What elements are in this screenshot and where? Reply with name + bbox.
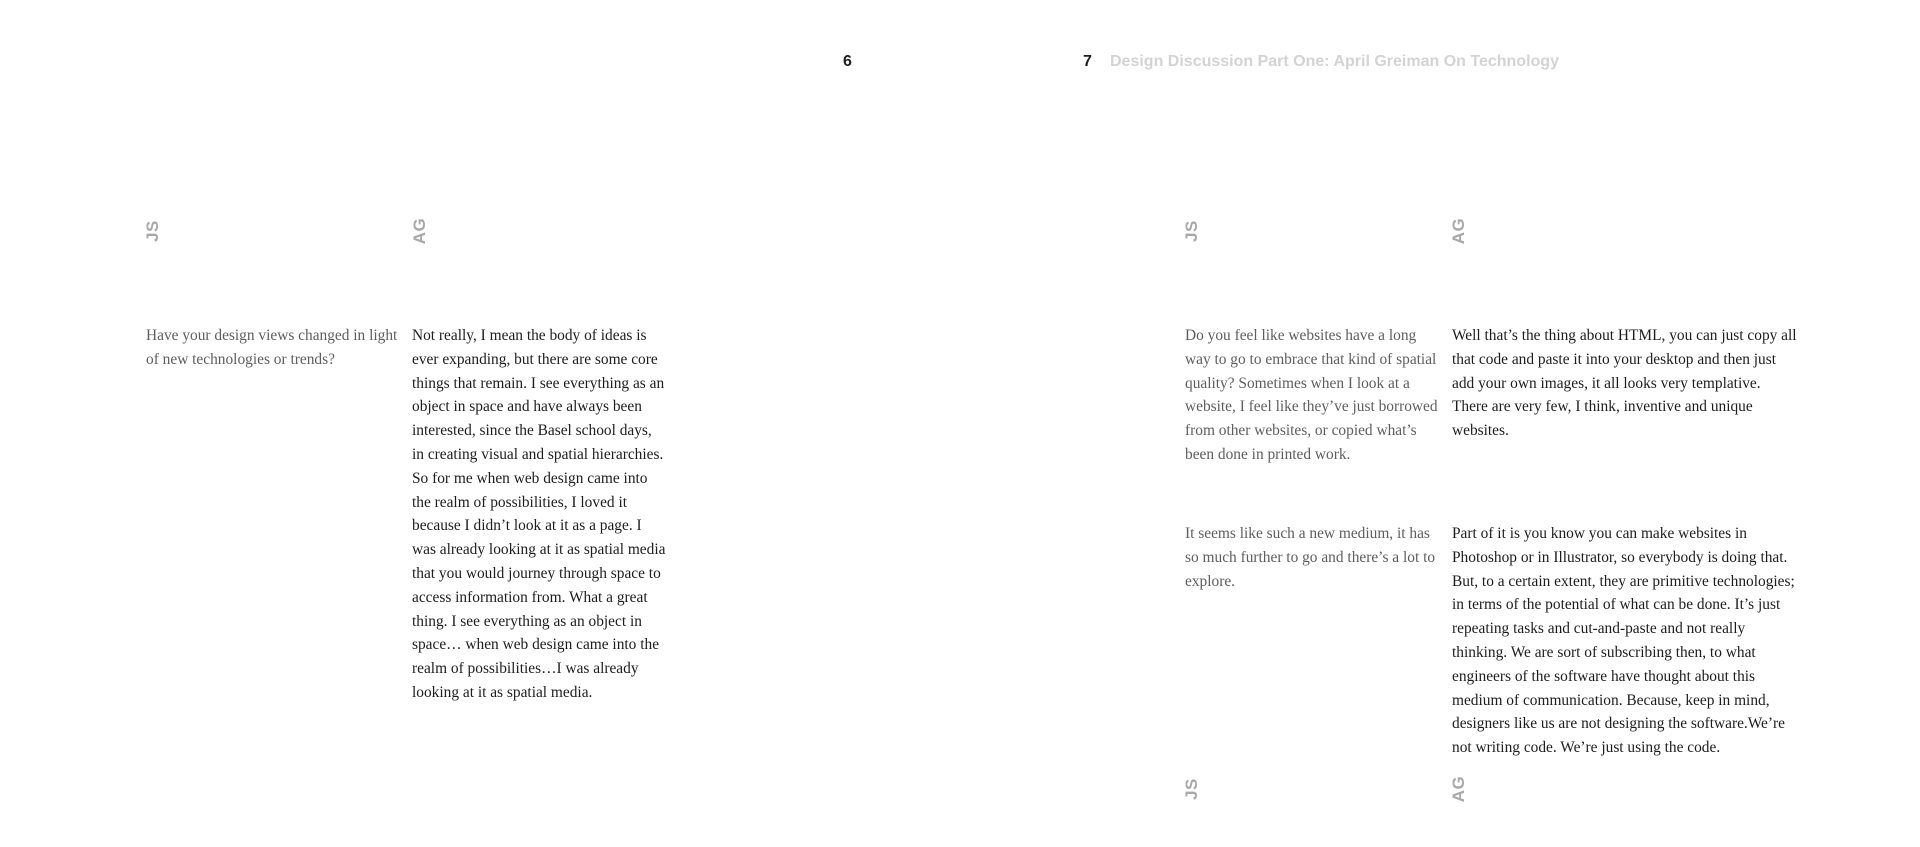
speaker-label-ag: AG — [1449, 217, 1468, 245]
speaker-label-js: JS — [1182, 778, 1201, 800]
speaker-label-js: JS — [143, 220, 162, 242]
answer-text: Not really, I mean the body of ideas is ever expanding, but there are some core things that remain. I see everything as an object in space and have always been interested, since the Basel school days, in creating visual and spatial hierarchies. So for me when web design came into the realm of possibilities, I loved it because I didn’t look at it as a page. I was already looking at it as spatial media that you would journey through space to access information from. What a great thing. I see everything as an object in space… when web design came into the realm of possibilities…I was already looking at it as spatial media. — [412, 327, 666, 701]
answer-text: Part of it is you know you can make websites in Photoshop or in Illustrator, so everybody is doing that. But, to a certain extent, they are primitive technologies; in terms of the potential of what can be done. It’s just repeating tasks and cut-and-paste and not really thinking. We are sort of subscribing then, to what engineers of the software have thought about this medium of communication. Because, keep in mind, designers like us are not designing the software.We’re not writing code. We’re just using the code. — [1452, 525, 1795, 757]
page-number-right: 7 — [1083, 53, 1092, 70]
page-number-left: 6 — [843, 53, 852, 70]
answer-text: Well that’s the thing about HTML, you can just copy all that code and paste it into your desktop and then just add your own images, it all looks very templative. There are very few, I think, inventive and unique websites. — [1452, 327, 1797, 440]
speaker-label-js: JS — [1182, 220, 1201, 242]
speaker-label-ag: AG — [1449, 775, 1468, 803]
question-text: Do you feel like websites have a long way to go to embrace that kind of spatial quality? Sometimes when I look at a website, I feel like they’ve just borrowed from other websites, or copied what’s been done in printed work. — [1185, 327, 1438, 463]
question-text: It seems like such a new medium, it has so much further to go and there’s a lot to explore. — [1185, 525, 1436, 590]
speaker-label-ag: AG — [410, 217, 429, 245]
running-head: Design Discussion Part One: April Greiman On Technology — [1110, 53, 1559, 70]
question-text: Have your design views changed in light of new technologies or trends? — [146, 327, 398, 368]
